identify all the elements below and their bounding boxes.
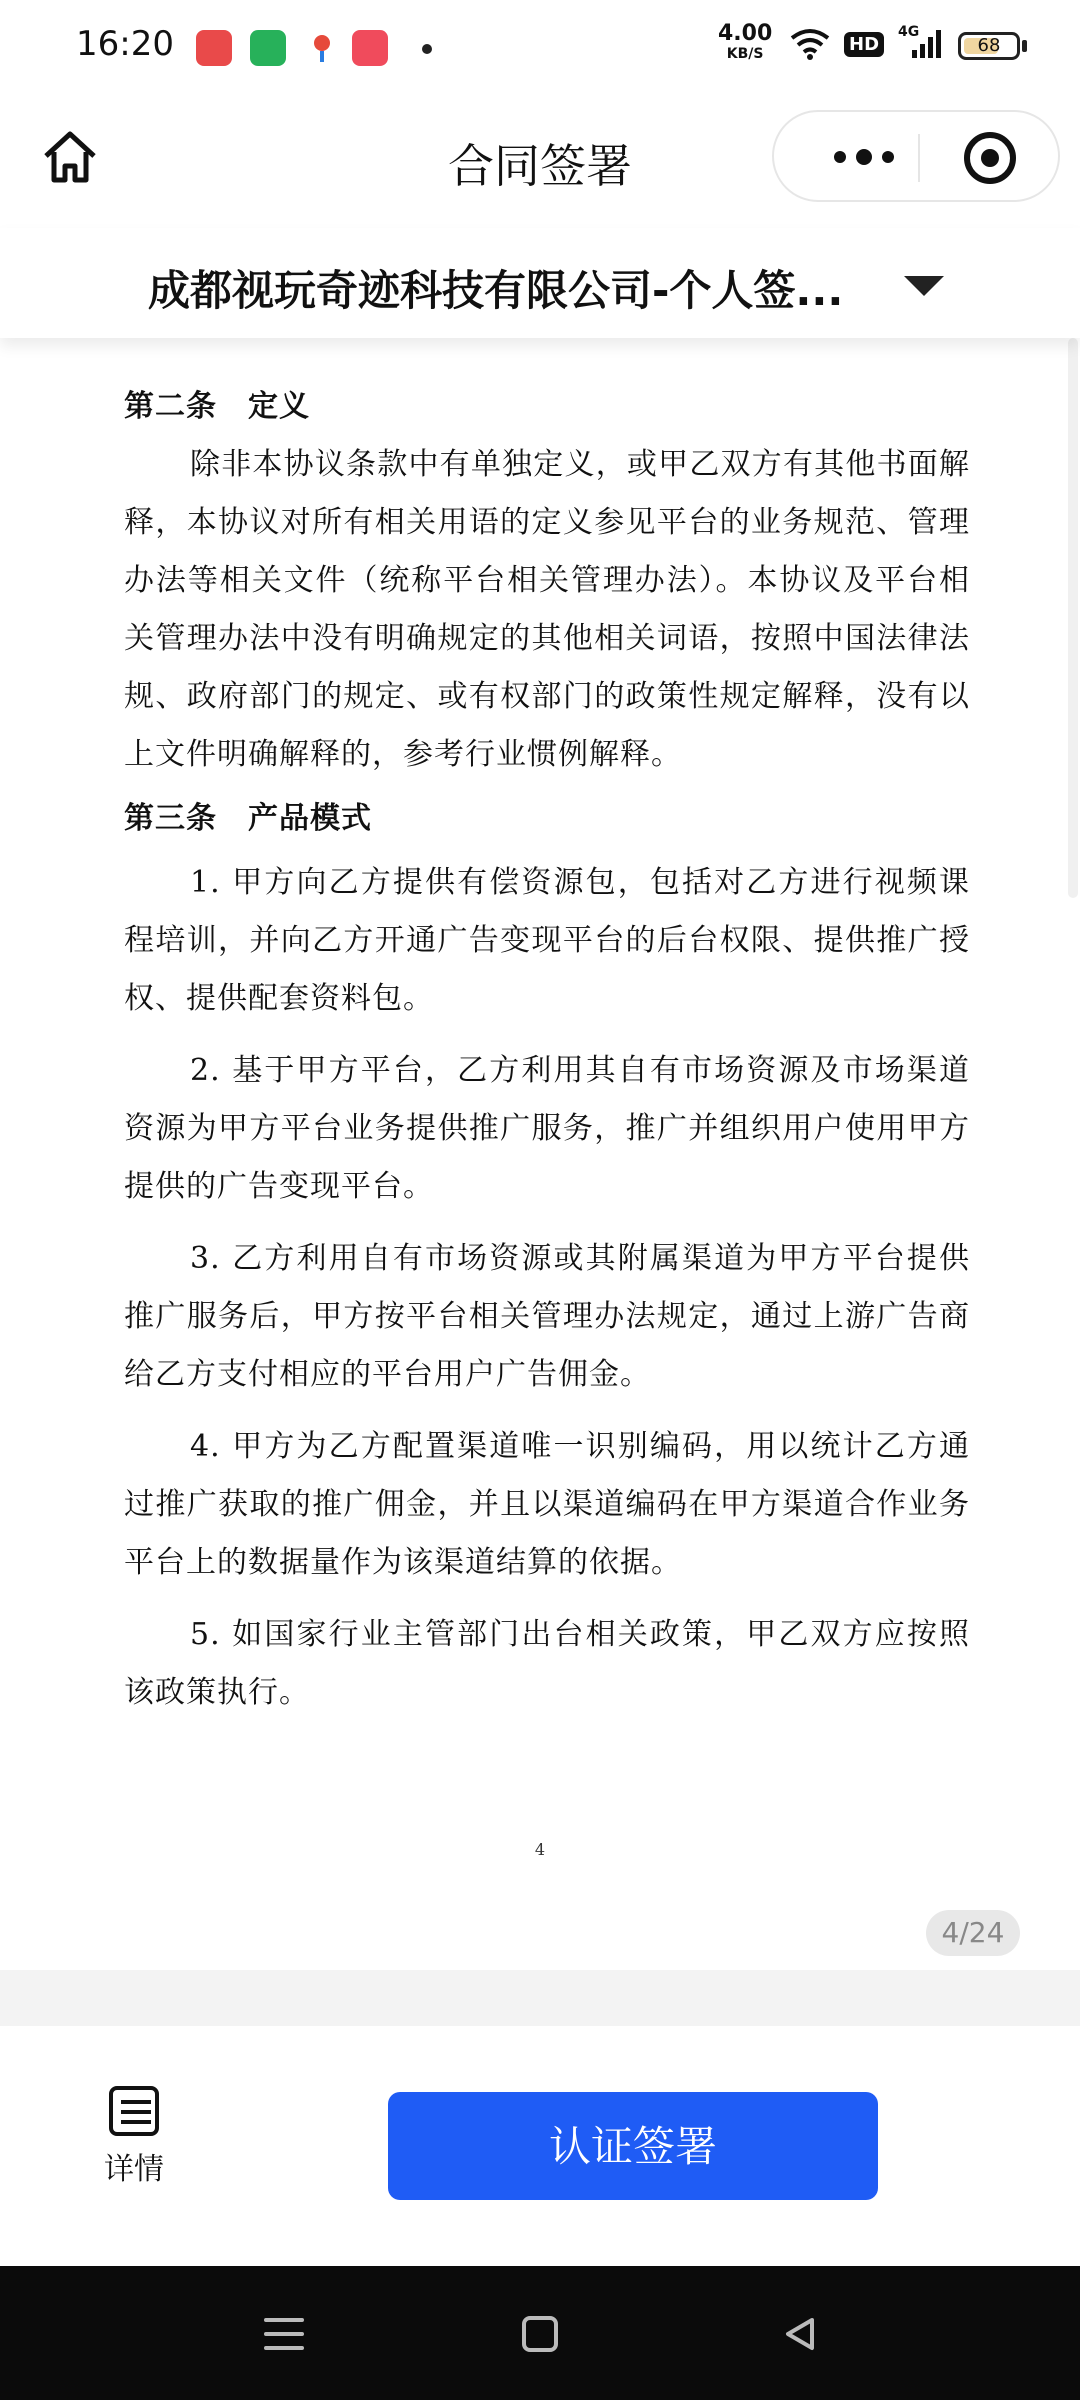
network-speed-unit: KB/S bbox=[726, 46, 764, 62]
article-3-item: 1. 甲方向乙方提供有偿资源包，包括对乙方进行视频课程培训，并向乙方开通广告变现平台的后台权限、提供推广授权、提供配套资料包。 bbox=[124, 865, 970, 1016]
mini-program-capsule bbox=[772, 110, 1060, 202]
system-home-button[interactable] bbox=[522, 2316, 558, 2352]
caret-down-icon bbox=[904, 276, 944, 296]
health-app-icon bbox=[352, 30, 388, 66]
article-3-item: 2. 基于甲方平台，乙方利用其自有市场资源及市场渠道资源为甲方平台业务提供推广服务，推广并组织用户使用甲方提供的广告变现平台。 bbox=[124, 1053, 970, 1204]
wifi-icon bbox=[790, 28, 830, 60]
more-button[interactable] bbox=[814, 132, 914, 182]
hd-icon: HD bbox=[844, 32, 884, 57]
map-app-icon bbox=[304, 30, 340, 66]
more-dot-icon bbox=[856, 149, 872, 165]
nav-bar bbox=[0, 96, 1080, 226]
network-speed bbox=[718, 21, 773, 64]
document-name: 成都视玩奇迹科技有限公司-个人签... bbox=[148, 266, 844, 315]
contract-viewer[interactable] bbox=[0, 338, 1080, 1970]
chat-app-icon bbox=[250, 30, 286, 66]
page-number: 4 bbox=[534, 1840, 546, 1859]
more-dot-icon bbox=[834, 151, 846, 163]
network-speed-value: 4.00 bbox=[718, 21, 773, 46]
list-icon bbox=[109, 2086, 159, 2136]
status-time: 16:20 bbox=[76, 24, 174, 64]
contract-content bbox=[124, 378, 970, 1736]
more-dot-icon bbox=[882, 151, 894, 163]
signal-icon bbox=[898, 24, 942, 60]
article-2-body: 除非本协议条款中有单独定义，或甲乙双方有其他书面解释，本协议对所有相关用语的定义参见平台的业务规范、管理办法等相关文件（统称平台相关管理办法）。本协议及平台相关管理办法中没有明确规定的其他相关词语，按照中国法律法规、政府部门的规定、或有权部门的政策性规定解释，没有以上文件明确解释的，参考行业惯例解释。 bbox=[124, 447, 970, 772]
article-3-item: 5. 如国家行业主管部门出台相关政策，甲乙双方应按照该政策执行。 bbox=[124, 1617, 970, 1710]
article-3-title: 第三条 产品模式 bbox=[124, 801, 372, 836]
article-3-item: 4. 甲方为乙方配置渠道唯一识别编码，用以统计乙方通过推广获取的推广佣金，并且以渠道编码在甲方渠道合作业务平台上的数据量作为该渠道结算的依据。 bbox=[124, 1429, 970, 1580]
article-2-title: 第二条 定义 bbox=[124, 389, 310, 424]
system-navigation-bar bbox=[0, 2266, 1080, 2400]
bottom-action-bar bbox=[0, 2026, 1080, 2266]
target-icon bbox=[981, 149, 999, 167]
battery-tip bbox=[1022, 40, 1027, 52]
capsule-divider bbox=[918, 134, 920, 182]
article-3-item: 3. 乙方利用自有市场资源或其附属渠道为甲方平台提供推广服务后，甲方按平台相关管理办法规定，通过上游广告商给乙方支付相应的平台用户广告佣金。 bbox=[124, 1241, 970, 1392]
more-notifications-dot bbox=[422, 44, 432, 54]
close-mini-program-button[interactable] bbox=[964, 132, 1016, 184]
page-gap bbox=[0, 1970, 1080, 2026]
certify-sign-button[interactable]: 认证签署 bbox=[388, 2092, 878, 2200]
back-triangle-icon bbox=[780, 2314, 820, 2354]
system-back-button[interactable] bbox=[780, 2314, 820, 2354]
system-icons bbox=[790, 24, 942, 60]
document-selector[interactable] bbox=[0, 228, 1080, 338]
detail-button[interactable] bbox=[96, 2086, 172, 2188]
recent-apps-button[interactable] bbox=[264, 2318, 304, 2360]
battery-icon bbox=[958, 32, 1020, 60]
page-indicator: 4/24 bbox=[926, 1910, 1020, 1956]
battery-level: 68 bbox=[977, 35, 1001, 56]
page-title: 合同签署 bbox=[448, 139, 632, 193]
status-bar bbox=[0, 0, 1080, 96]
scrollbar[interactable] bbox=[1068, 338, 1078, 898]
video-app-icon bbox=[196, 30, 232, 66]
signal-label: 4G bbox=[898, 24, 920, 40]
detail-label: 详情 bbox=[104, 2152, 164, 2187]
